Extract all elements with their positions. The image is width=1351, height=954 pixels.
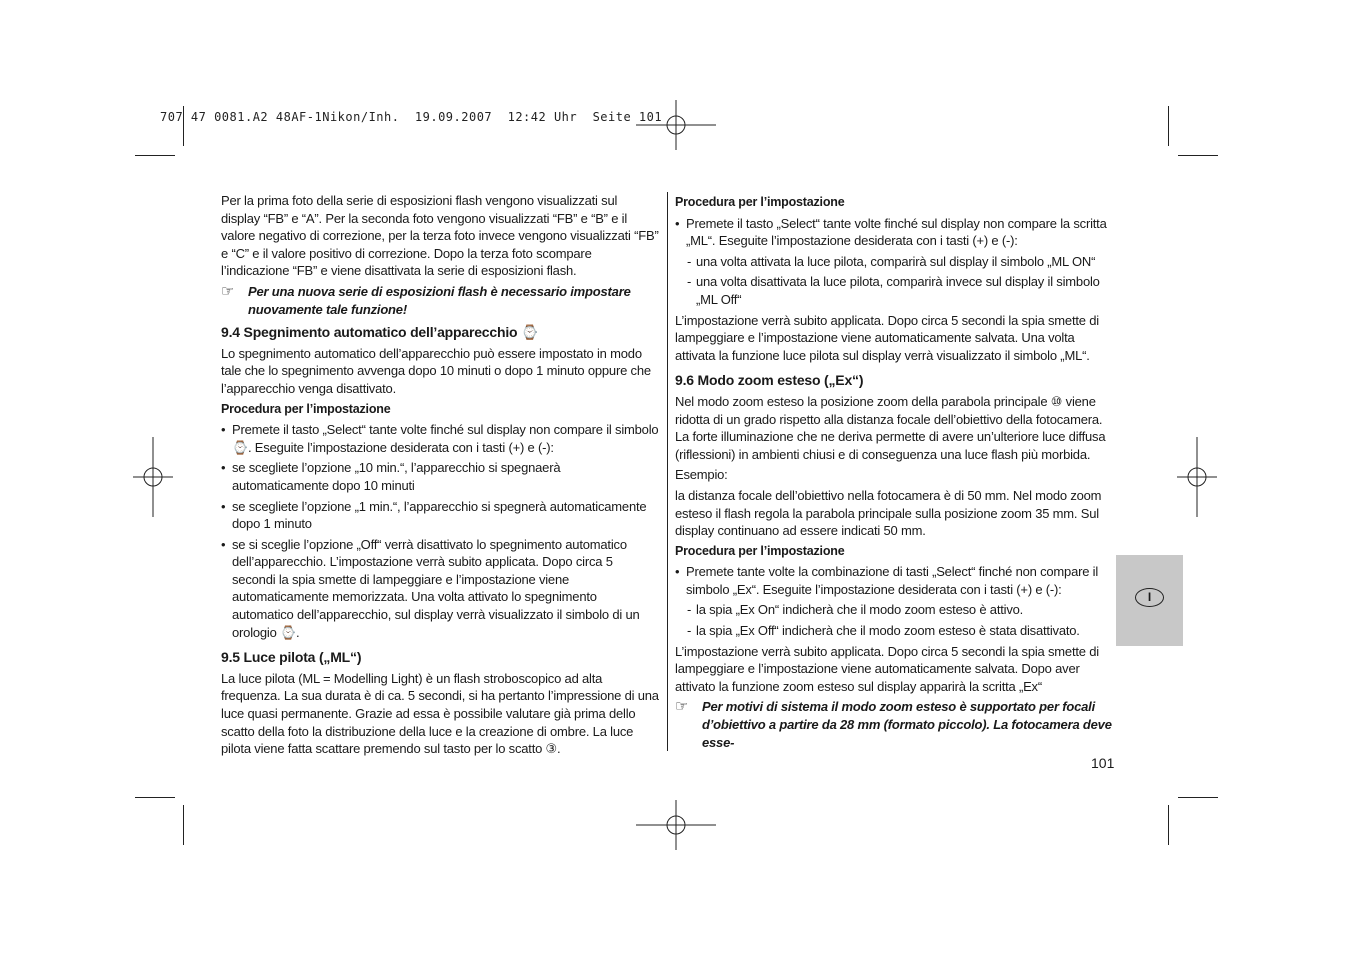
section-heading: 9.4 Spegnimento automatico dell’apparecchio ⌚ [221,324,539,341]
bullet-item: • se scegliete l’opzione „1 min.“, l’apparecchio si spegnerà automaticamente dopo 1 minuto [221,498,647,532]
crop-mark [1168,106,1169,146]
crop-mark [183,805,184,845]
registration-mark-left [133,437,173,517]
pointing-hand-icon: ☞ [221,282,235,300]
bullet-item: • se si sceglie l’opzione „Off“ verrà disattivato lo spegnimento automatico dell’apparecchio. L’impostazione verrà subito applicata. Dopo circa 5 secondi la spia smette di lampeggiare e l’impostazione viene automaticamente memorizzata. Una volta attivato lo spegnimento automatico dell’apparecchio, sul display verrà visualizzato il simbolo di un orologio ⌚. [221,536,640,640]
section-heading: 9.5 Luce pilota („ML“) [221,649,362,666]
note [221,283,659,318]
registration-mark-top [636,100,716,150]
procedure-heading: Procedura per l’impostazione [675,195,845,209]
intro-paragraph: Per la prima foto della serie di esposizioni flash vengono visualizzati sul display “FB” e “A”. Per la seconda foto vengono visualizzati “FB” e “B” e il valore negativo di correzione, per la terza foto invece vengono visualizzati “FB” e “C” e il valore positivo di correzione. Dopo la terza foto scompare l’indicazione “FB” e viene disattivata la serie di esposizioni flash. [221,193,659,279]
bullet-item: • Premete il tasto „Select“ tante volte finché sul display non compare la scritta „ML“. Eseguite l’impostazione desiderata con i tasti (+) e (-): [675,215,1107,249]
section-body: La luce pilota (ML = Modelling Light) è un flash stroboscopico ad alta frequenza. La sua durata è di ca. 5 secondi, si ha pertanto l’impressione di una luce quasi permanente. Grazie ad essa è possibile valutare già prima dello scatto della foto la distribuzione della luce e la creazione di ombre. La luce pilota viene fatta scattare premendo sul tasto per lo scatto ③. [221,670,659,757]
crop-mark [1178,797,1218,798]
print-slug: 707 47 0081.A2 48AF-1Nikon/Inh. 19.09.2007 12:42 Uhr Seite 101 [160,110,663,124]
dash-item: - la spia „Ex On“ indicherà che il modo zoom esteso è attivo. [687,602,1024,618]
column-divider [667,192,668,751]
paragraph: L’impostazione verrà subito applicata. Dopo circa 5 secondi la spia smette di lampeggiare e l’impostazione viene automaticamente salvata. Una volta attivata la funzione luce pilota sul display verrà visualizzato il simbolo „ML“. [675,312,1099,363]
registration-mark-bottom [636,800,716,850]
bullet-item: • se scegliete l’opzione „10 min.“, l’apparecchio si spegnaerà automaticamente dopo 10 minuti [221,460,561,493]
bullet-item: • Premete tante volte la combinazione di tasti „Select“ finché non compare il simbolo „Ex“. Eseguite l’impostazione desiderata con i tasti (+) e (-): [675,564,1099,597]
dash-item: - una volta disattivata la luce pilota, comparirà invece sul display il simbolo „ML Off“ [687,274,1100,307]
note-text: Per una nuova serie di esposizioni flash è necessario impostare nuovamente tale funzione! [248,283,631,317]
note-text: Per motivi di sistema il modo zoom esteso è supportato per focali d’obiettivo a partire da 28 mm (formato piccolo). La fotocamera deve esse- [702,699,1112,750]
note [675,698,1115,751]
dash-item: - la spia „Ex Off“ indicherà che il modo zoom esteso è stata disattivato. [687,623,1080,639]
language-tab [1116,555,1183,646]
right-column [675,192,1115,757]
section-body: Nel modo zoom esteso la posizione zoom della parabola principale ⑩ viene ridotta di un grado rispetto alla distanza focale dell’obiettivo della fotocamera. La forte illuminazione che ne deriva permette di avere un’ulteriore luce diffusa (riflessioni) in ambienti chiusi e di conseguenza una luce flash più morbida. [675,393,1106,462]
paragraph: L’impostazione verrà subito applicata. Dopo circa 5 secondi la spia smette di lampeggiare e l’impostazione viene automaticamente salvata. Dopo aver attivato la funzione zoom esteso sul display apparirà la scritta „Ex“ [675,643,1099,694]
procedure-heading: Procedura per l’impostazione [675,543,845,558]
bullet-item: • Premete il tasto „Select“ tante volte finché sul display non compare il simbolo ⌚. Eseguite l’impostazione desiderata con i tasti (+) e (-): [221,422,659,455]
page-number: 101 [1091,755,1115,771]
section-heading: 9.6 Modo zoom esteso („Ex“) [675,372,864,389]
example-label: Esempio: [675,467,728,483]
example-text: la distanza focale dell’obiettivo nella fotocamera è di 50 mm. Nel modo zoom esteso il flash regola la parabola principale sulla posizione zoom 35 mm. Sul display continuano ad essere indicati 50 mm. [675,487,1102,539]
section-body: Lo spegnimento automatico dell’apparecchio può essere impostato in modo tale che lo spegnimento avvenga dopo 10 minuti o dopo 1 minuto oppure che l’apparecchio venga disattivato. [221,345,651,396]
crop-mark [135,797,175,798]
dash-item: - una volta attivata la luce pilota, comparirà sul display il simbolo „ML ON“ [687,253,1096,269]
language-label: I [1135,588,1164,607]
registration-mark-right [1177,437,1217,517]
procedure-heading: Procedura per l’impostazione [221,401,391,416]
crop-mark [1178,155,1218,156]
left-column [221,192,659,761]
crop-mark [135,155,175,156]
pointing-hand-icon: ☞ [675,698,689,716]
crop-mark [1168,805,1169,845]
